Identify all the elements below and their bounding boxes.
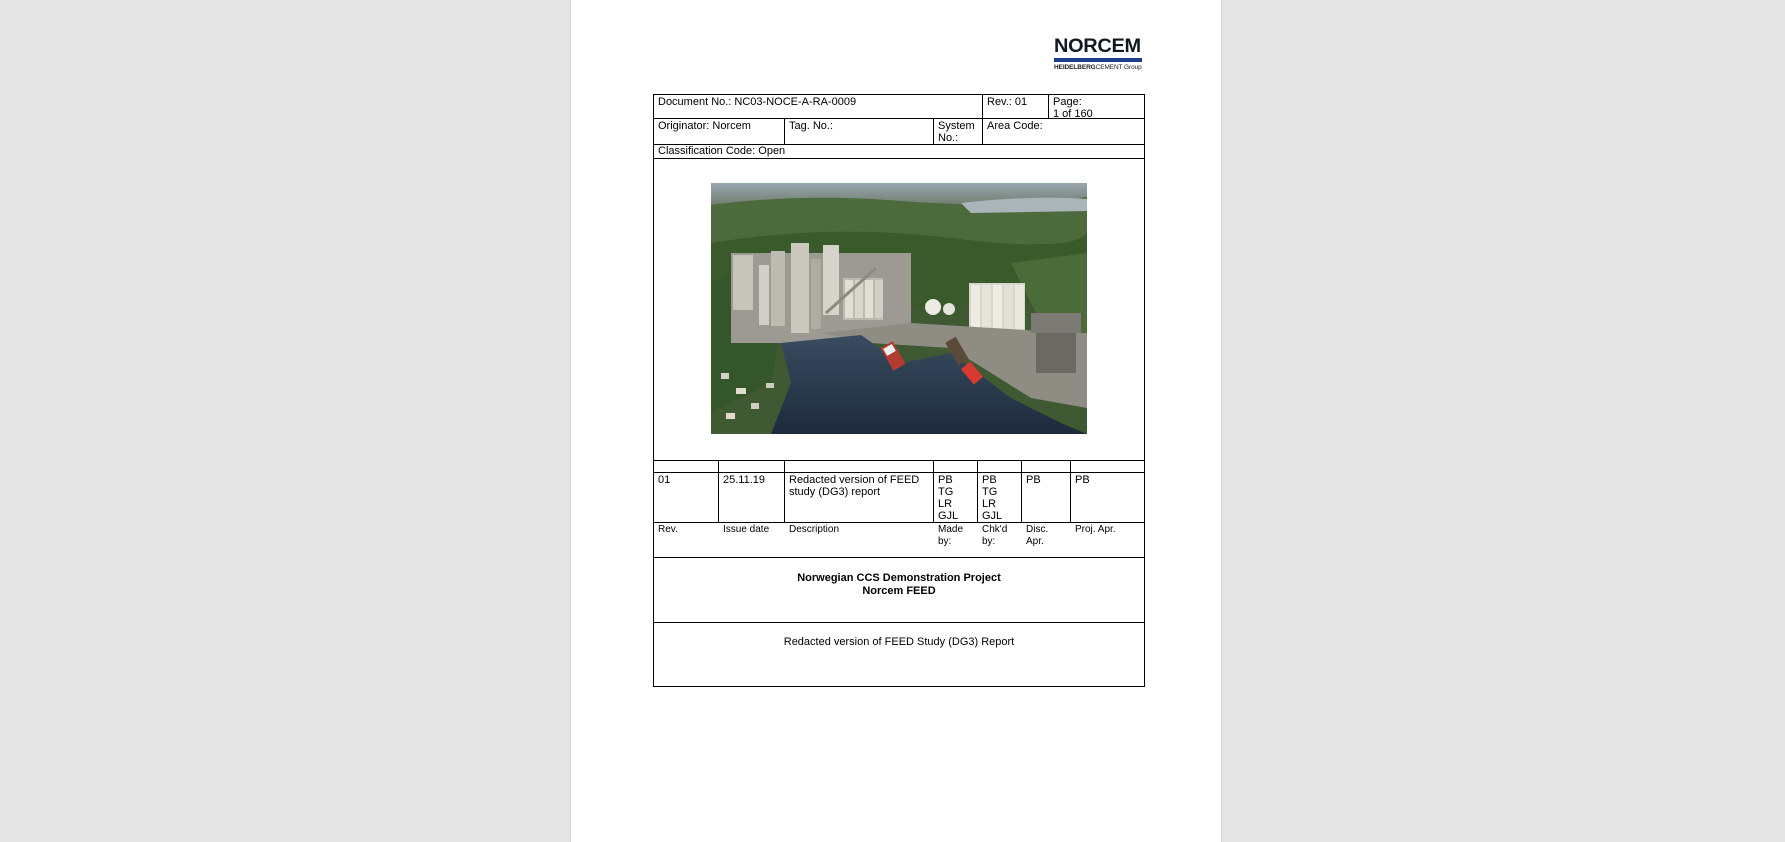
made-by-header (933, 522, 977, 557)
description-header: Description (789, 524, 840, 535)
description-line2: study (DG3) report (789, 486, 881, 498)
area-code: Area Code: (987, 120, 1043, 132)
checked-by-initials: GJL (982, 510, 1003, 522)
checked-by-initials: TG (982, 486, 998, 498)
rev-value: 01 (658, 474, 671, 486)
system-no-line1: System (938, 120, 975, 132)
made-by-header-line1: Made (938, 524, 964, 535)
made-by-header-line2: by: (938, 535, 952, 547)
disc-apr-header (1021, 522, 1070, 557)
logo-brand: NORCEM (1054, 36, 1141, 57)
checked-by-initials: LR (982, 498, 997, 510)
description-line1: Redacted version of FEED (789, 474, 920, 486)
title-line1: Norwegian CCS Demonstration Project (797, 572, 1001, 584)
system-number (933, 118, 982, 144)
originator: Originator: Norcem (658, 120, 751, 132)
rev-header: Rev. (658, 524, 678, 535)
document-title (653, 572, 1145, 598)
aerial-photo-illustration (711, 183, 1087, 434)
norcem-logo (1054, 38, 1154, 74)
issue-date-header: Issue date (723, 524, 770, 535)
made-by-initials: GJL (938, 510, 959, 522)
tag-number: Tag. No.: (789, 120, 834, 132)
classification-code: Classification Code: Open (658, 145, 786, 157)
disc-apr-header-line2: Apr. (1026, 535, 1044, 547)
issue-date-value: 25.11.19 (723, 474, 766, 486)
plant-aerial-photo (711, 183, 1087, 434)
checked-by-header-line2: by: (982, 535, 996, 547)
logo-bar (1054, 58, 1142, 62)
made-by-initials: PB (938, 474, 953, 486)
row-divider (653, 557, 1145, 558)
disc-apr-header-line1: Disc. (1026, 524, 1049, 535)
checked-by-initials: PB (982, 474, 997, 486)
proj-apr-header: Proj. Apr. (1075, 524, 1116, 535)
checked-by-value (977, 472, 1021, 522)
made-by-initials: LR (938, 498, 953, 510)
page-count (1048, 94, 1145, 118)
document-subtitle: Redacted version of FEED Study (DG3) Report (783, 636, 1015, 648)
logo-sub-regular: CEMENT Group (1095, 64, 1142, 71)
revision-number: Rev.: 01 (987, 96, 1028, 108)
checked-by-header (977, 522, 1021, 557)
document-page (570, 0, 1222, 842)
proj-apr-value: PB (1075, 474, 1090, 486)
made-by-value (933, 472, 977, 522)
disc-apr-value: PB (1026, 474, 1041, 486)
title-line2: Norcem FEED (862, 585, 936, 597)
row-divider (653, 158, 1145, 159)
logo-subline (1054, 64, 1154, 71)
description-value (784, 472, 933, 522)
document-number: Document No.: NC03-NOCE-A-RA-0009 (658, 96, 857, 108)
row-divider (653, 622, 1145, 623)
page-value: 1 of 160 (1053, 108, 1093, 118)
logo-sub-bold: HEIDELBERG (1054, 64, 1096, 71)
checked-by-header-line1: Chk'd (982, 524, 1008, 535)
system-no-line2: No.: (938, 132, 959, 144)
page-label: Page: (1053, 96, 1082, 108)
row-divider (653, 460, 1145, 461)
made-by-initials: TG (938, 486, 954, 498)
